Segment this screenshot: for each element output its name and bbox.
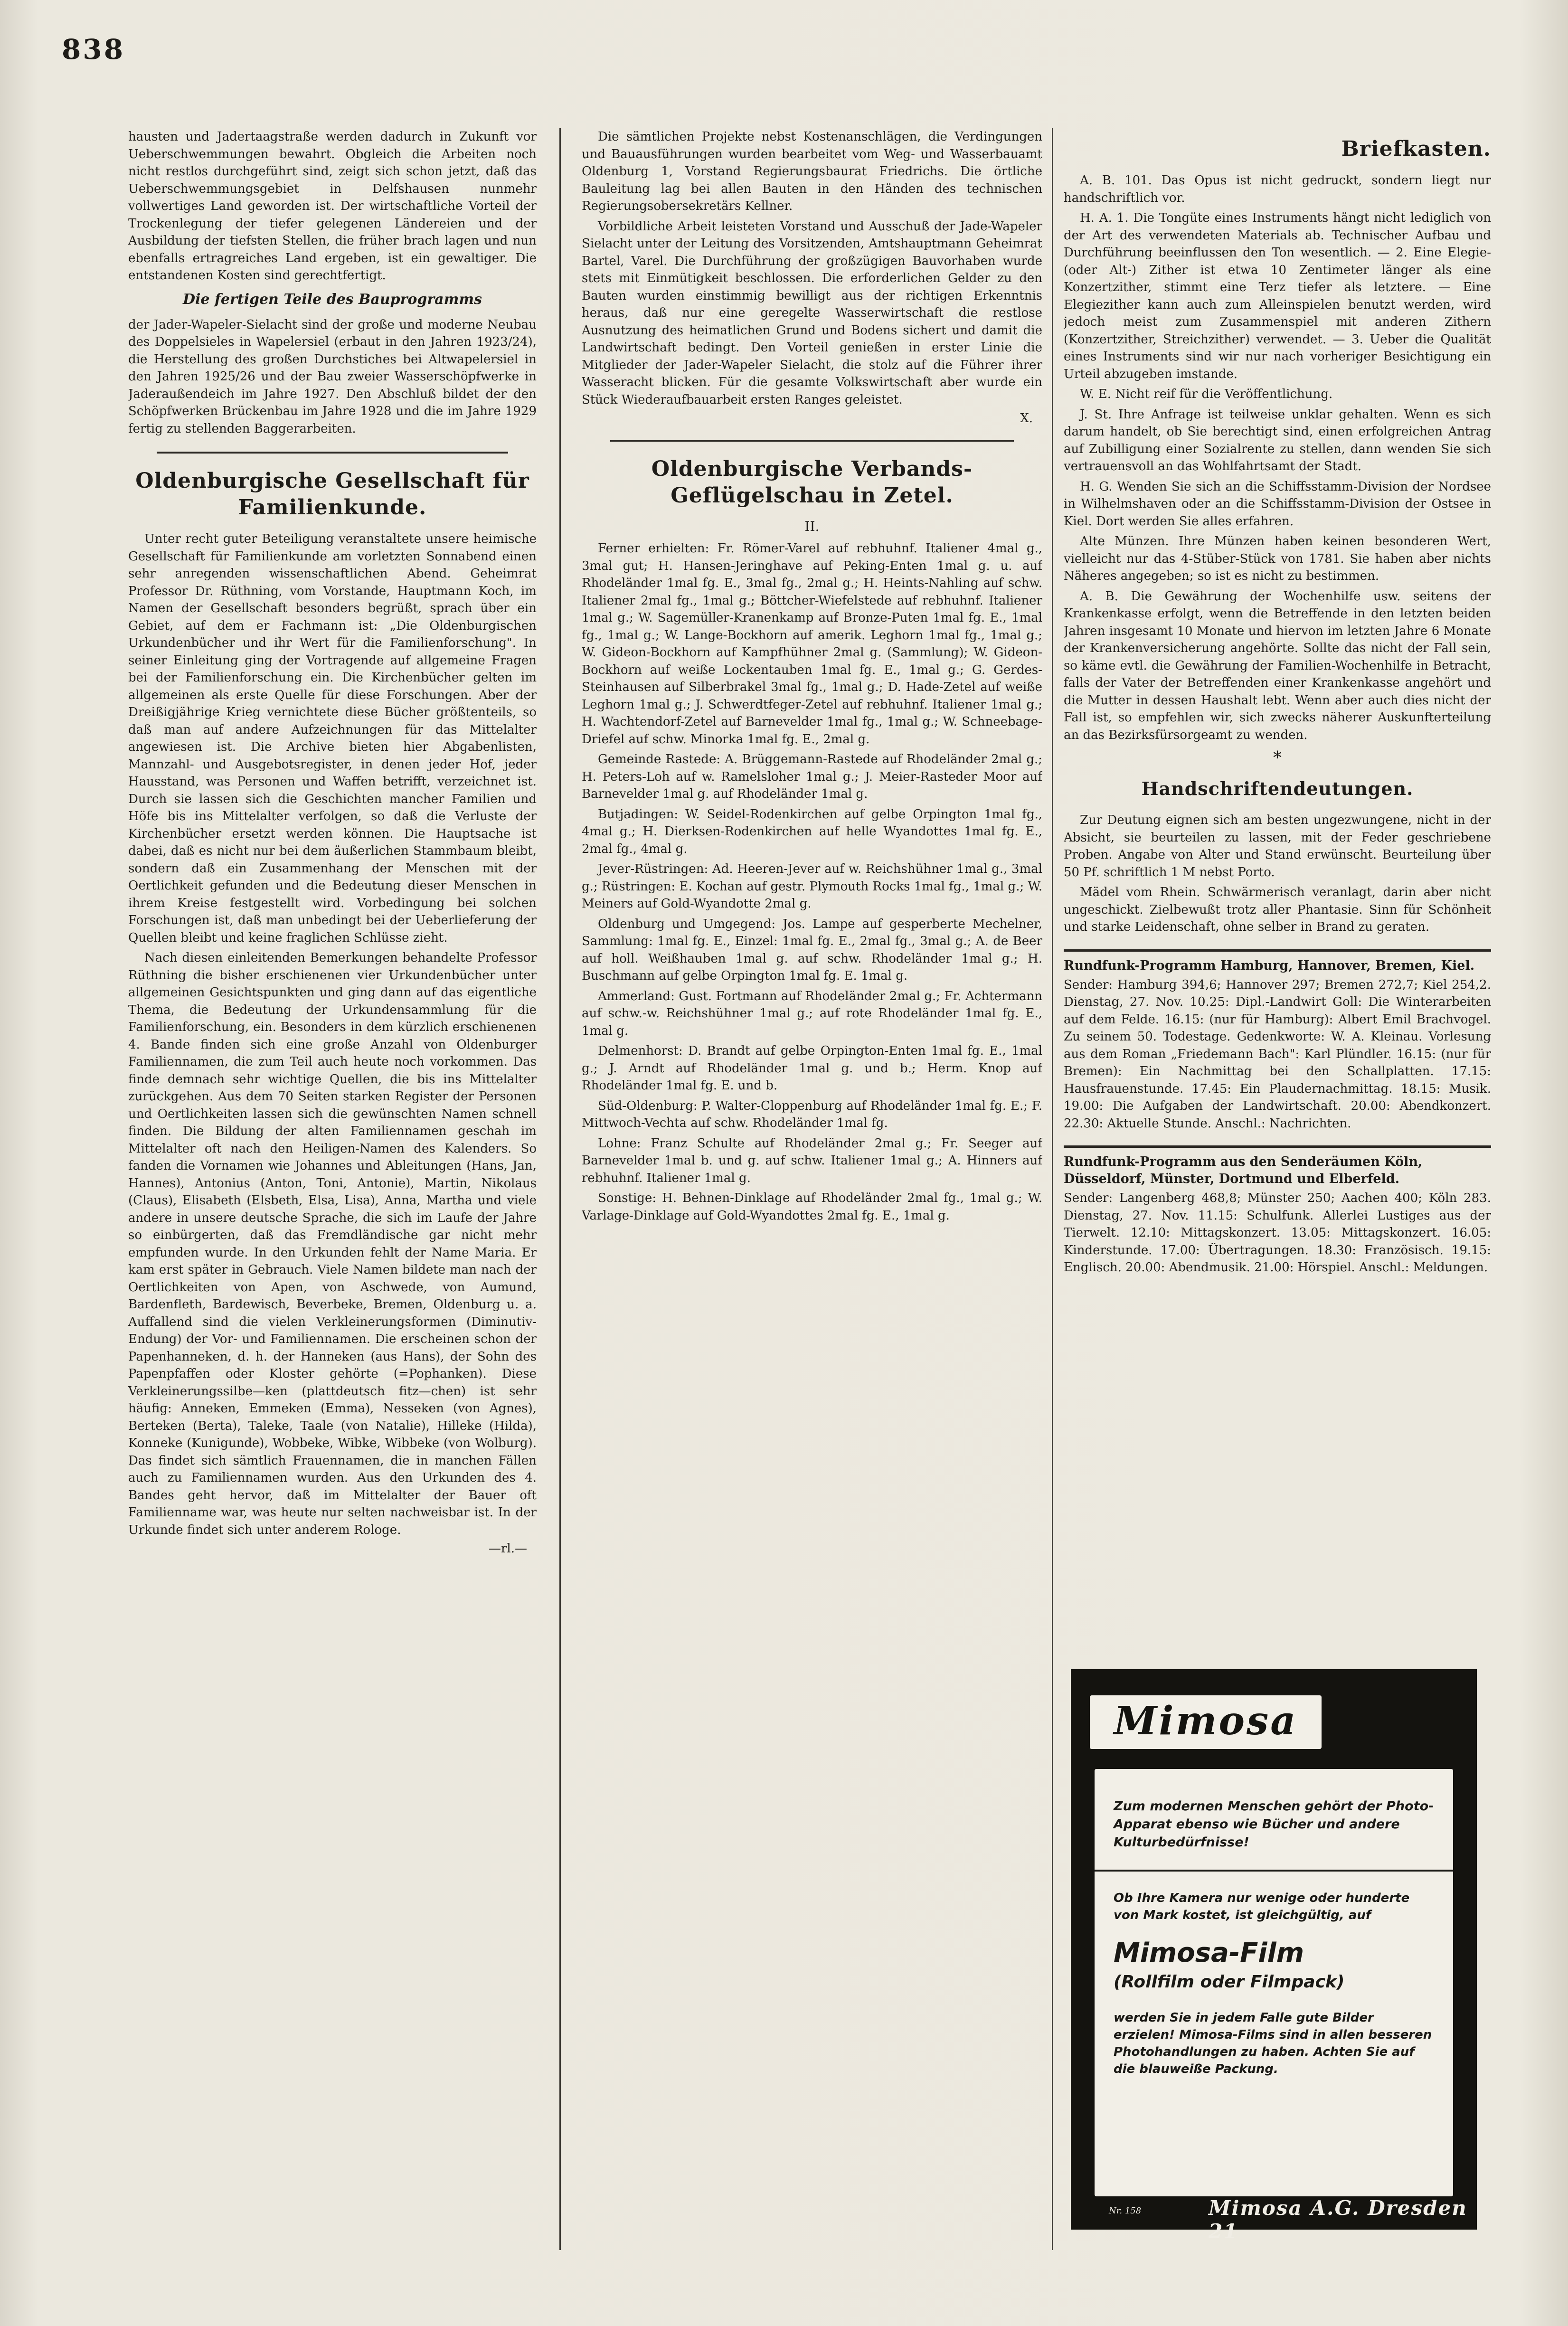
letter-reply: H. A. 1. Die Tongüte eines Instruments hängt nicht lediglich von der Art des verwendeten Materials ab. Technischer Aufbau und Durchführung beeinflussen den Ton wesentlich. — 2. Eine Elegie- (oder Alt-) Zither ist etwa 10 Zentimeter länger als eine Konzertzither, stimmt eine Terz tiefer als letztere. — Eine Elegiezither kann auch zum Alleinspielen benutzt werden, wird jedoch meist zum Zusammenspiel mit anderen Zithern (Konzertzither, Streichzither) verwendet. — 3. Ueber die Qualität eines Instruments sind wir nur nach vorheriger Besichtigung ein Urteil abzugeben imstande. [1064,211,1491,381]
part-number: II. [804,519,820,534]
results-paragraph: Süd-Oldenburg: P. Walter-Cloppenburg auf Rhodeländer 1mal fg. E.; F. Mittwoch-Vechta auf schw. Rhodeländer 1mal fg. [582,1098,1042,1130]
results-paragraph: Ferner erhielten: Fr. Römer-Varel auf rebhuhnf. Italiener 4mal g., 3mal gut; H. Hansen-Jeringhave auf Peking-Enten 1mal g. u. auf Rhodeländer 1mal fg. E., 3mal fg., 2mal g.; H. Heints-Nahling auf schw. Italiener 2mal fg., 1mal g.; Böttcher-Wiefelstede auf rebhuhnf. Italiener 1mal g.; W. Sagemüller-Kranenkamp auf Bronze-Puten 1mal fg. E., 1mal fg., 1mal g.; W. Lange-Bockhorn auf amerik. Leghorn 1mal fg., 1mal g.; W. Gideon-Bockhorn auf Kampfhühner 2mal g. (Sammlung); W. Gideon-Bockhorn auf weiße Lockentauben 1mal fg. E., 1mal g.; G. Gerdes-Steinhausen auf Silberbrakel 3mal fg., 1mal g.; D. Hade-Zetel auf weiße Leghorn 1mal g.; J. Schwerdtfeger-Zetel auf rebhuhnf. Italiener 1mal g.; H. Wachtendorf-Zetel auf Barnevelder 1mal fg., 1mal g.; W. Schneebage-Driefel auf schw. Minorka 1mal fg. E., 2mal g. [582,541,1042,747]
page-number: 838 [62,33,125,66]
radio-program-west [1064,1145,1491,1276]
article-paragraph: Vorbildliche Arbeit leisteten Vorstand und Ausschuß der Jade-Wapeler Sielacht unter der Leitung des Vorsitzenden, Amtshauptmann Geheimrat Bartel, Varel. Die Durchführung der großzügigen Bauvorhaben wurde stets mit Einmütigkeit beschlossen. Die erforderlichen Gelder zu den Bauten wurden einstimmig bewilligt aus der richtigen Erkenntnis heraus, daß nur eine geregelte Wasserwirtschaft die restlose Ausnutzung des heimatlichen Grund und Bodens sichert und damit die Landwirtschaft bedingt. Den Vorteil genießen in erster Linie die Mitglieder der Jader-Wapeler Sielacht, die stolz auf die Führer ihrer Wasseracht blicken. Für die gesamte Volkswirtschaft aber wurde ein Stück Wiederaufbauarbeit ersten Ranges geleistet. [582,219,1042,407]
ad-panel [1095,1769,1453,2196]
results-paragraph: Lohne: Franz Schulte auf Rhodeländer 2mal g.; Fr. Seeger auf Barnevelder 1mal b. und g. auf schw. Italiener 1mal g.; A. Hinners auf rebhuhnf. Italiener 1mal g. [582,1136,1042,1185]
article-signature: —rl.— [488,1541,527,1556]
results-paragraph: Gemeinde Rastede: A. Brüggemann-Rastede auf Rhodeländer 2mal g.; H. Peters-Loh auf w. Ramelsloher 1mal g.; J. Meier-Rasteder Moor auf Barnevelder 1mal g. auf Rhodeländer 1mal g. [582,752,1042,801]
ad-film-sub: (Rollfilm oder Filmpack) [1114,1972,1345,1992]
column-3 [1064,128,1491,1661]
headline-briefkasten: Briefkasten. [1341,137,1491,161]
mimosa-logo: Mimosa [1090,1695,1322,1749]
headline-familienkunde: Oldenburgische Gesellschaft für Familienkunde. [135,469,529,520]
results-paragraph: Jever-Rüstringen: Ad. Heeren-Jever auf w. Reichshühner 1mal g., 3mal g.; Rüstringen: E. Kochan auf gestr. Plymouth Rocks 1mal fg., 1mal g.; W. Meiners auf Gold-Wyandotte 2mal g. [582,862,1042,911]
ad-film-name: Mimosa-Film [1114,1938,1304,1968]
mimosa-advertisement [1071,1669,1477,2243]
ad-divider [1095,1870,1453,1872]
column-rule [1052,128,1053,2250]
divider [157,452,508,454]
divider [610,440,1014,442]
column-2 [582,128,1042,2250]
results-paragraph: Delmenhorst: D. Brandt auf gelbe Orpington-Enten 1mal fg. E., 1mal g.; J. Arndt auf Rhodeländer 1mal g. und b.; Herm. Knop auf Rhodeländer 1mal fg. E. und b. [582,1044,1042,1093]
bau-paragraph: der Jader-Wapeler-Sielacht sind der große und moderne Neubau des Doppelsieles in Wapelersiel (erbaut in den Jahren 1923/24), die Herstellung des großen Durchstiches bei Altwapelersiel in den Jahren 1925/26 und der Bau zweier Wasserschöpfwerke in Jaderaußendeich im Jahre 1927. Den Abschluß bildet der den Schöpfwerken Brückenbau im Jahre 1928 und die im Jahre 1929 fertig zu stellenden Baggerarbeiten. [128,317,537,436]
results-paragraph: Sonstige: H. Behnen-Dinklage auf Rhodeländer 2mal fg., 1mal g.; W. Varlage-Dinklage auf Gold-Wyandottes 2mal fg. E., 1mal g. [582,1191,1042,1223]
letter-reply: W. E. Nicht reif für die Veröffentlichung. [1080,387,1333,401]
results-paragraph: Butjadingen: W. Seidel-Rodenkirchen auf gelbe Orpington 1mal fg., 4mal g.; H. Dierksen-Rodenkirchen auf helle Wyandottes 1mal fg. E., 2mal fg., 4mal g. [582,807,1042,856]
radio-title: Rundfunk-Programm Hamburg, Hannover, Bremen, Kiel. [1064,958,1475,973]
letter-reply: A. B. 101. Das Opus ist nicht gedruckt, sondern liegt nur handschriftlich vor. [1064,173,1491,205]
ad-company: Mimosa A.G. Dresden 21 [1209,2196,1467,2243]
intro-paragraph: hausten und Jadertaagstraße werden dadurch in Zukunft vor Ueberschwemmungen bewahrt. Obgleich die Arbeiten noch nicht restlos durchgeführt sind, zeigt sich schon jetzt, daß das Ueberschwemmungsgebiet in Delfshausen nunmehr vollwertiges Land geworden ist. Der wirtschaftliche Vorteil der Trockenlegung der tiefer gelegenen Ländereien und der Ausbildung der tiefsten Stellen, die früher brach lagen und nun ebenfalls ertragreiches Land ergeben, ist ein gewaltiger. Die entstandenen Kosten sind gerechtfertigt. [128,130,537,283]
hand-intro: Zur Deutung eignen sich am besten ungezwungene, nicht in der Absicht, sie beurteilen zu lassen, mit der Feder geschriebene Proben. Angabe von Alter und Stand erwünscht. Beurteilung über 50 Pf. schriftlich 1 M nebst Porto. [1064,813,1491,879]
article-paragraph: Nach diesen einleitenden Bemerkungen behandelte Professor Rüthning die bisher erschienenen vier Urkundenbücher unter allgemeinen Gesichtspunkten und ging dann auf das eigentliche Thema, die Bedeutung der Urkundensammlung für die Familienforschung, ein. Besonders in dem kürzlich erschienenen 4. Bande finden sich eine große Anzahl von Oldenburger Familiennamen, die zum Teil auch heute noch vorkommen. Das finde demnach sehr wichtige Quellen, die bis ins Mittelalter zurückgehen. Aus dem 70 Seiten starken Register der Personen und Oertlichkeiten lassen sich die gewünschten Namen schnell finden. Die Bildung der alten Familiennamen geschah im Mittelalter oft nach den Heiligen-Namen des Kalenders. So fanden die Vornamen wie Johannes und Ableitungen (Hans, Jan, Hannes), Antonius (Anton, Toni, Antonie), Martin, Nikolaus (Claus), Elisabeth (Elsbeth, Elsa, Lisa), Anna, Martha und viele andere in unsere deutsche Sprache, die sich im Laufe der Jahre so einbürgerten, daß das Fremdländische gar nicht mehr empfunden wurde. In den Urkunden fehlt der Name Maria. Er kam erst später in Gebrauch. Viele Namen bildete man nach der Oertlichkeiten von Apen, von Aschwede, von Aumund, Bardenfleth, Bardewisch, Beverbeke, Bremen, Oldenburg u. a. Auffallend sind die vielen Verkleinerungsformen (Diminutiv-Endung) der Vor- und Familiennamen. Die erscheinen schon der Papenhanneken, d. h. der Hanneken (aus Hans), der Sohn des Papenpfaffen oder Kloster gehörte (=Pophanken). Diese Verkleinerungssilbe—ken (plattdeutsch fitz—chen) ist sehr häufig: Anneken, Emmeken (Emma), Nesseken (von Agnes), Berteken (Berta), Taleke, Taale (von Natalie), Hilleke (Hilda), Konneke (Kunigunde), Wobbeke, Wibke, Wibbeke (von Wolburg). Das findet sich sämtlich Frauennamen, die in manchen Fällen auch zu Familiennamen wurden. Aus den Urkunden des 4. Bandes geht hervor, daß im Mittelalter der Bauer oft Familienname war, was heute nur selten nachweisbar ist. In der Urkunde findet sich unter anderem Rologe. [128,951,537,1537]
letter-reply: J. St. Ihre Anfrage ist teilweise unklar gehalten. Wenn es sich darum handelt, ob Sie berechtigt sind, einen erfolgreichen Antrag auf Zubilligung einer Sozialrente zu stellen, dann wenden Sie sich vertrauensvoll an das Wohlfahrtsamt der Stadt. [1064,407,1491,473]
results-paragraph: Ammerland: Gust. Fortmann auf Rhodeländer 2mal g.; Fr. Achtermann auf schw.-w. Reichshühner 1mal g.; auf rote Rhodeländer 1mal fg. E., 1mal g. [582,989,1042,1038]
ad-text-intro: Zum modernen Menschen gehört der Photo-Apparat ebenso wie Bücher und andere Kulturbedürfnisse! [1114,1799,1434,1850]
letter-reply: Alte Münzen. Ihre Münzen haben keinen besonderen Wert, vielleicht nur das 4-Stüber-Stück von 1781. Sie haben aber nichts Näheres angegeben; so ist es nicht zu bestimmen. [1064,534,1491,583]
subhead-bauprogramm: Die fertigen Teile des Bauprogramms [183,291,482,308]
hand-reply: Mädel vom Rhein. Schwärmerisch veranlagt, darin aber nicht ungeschickt. Zielbewußt trotz aller Phantasie. Sinn für Schönheit und starke Leidenschaft, ohne selber in Brand zu geraten. [1064,885,1491,934]
column-rule [559,128,561,2250]
ad-text-camera: Ob Ihre Kamera nur wenige oder hunderte von Mark kostet, ist gleichgültig, auf [1114,1891,1410,1922]
radio-text: Sender: Langenberg 468,8; Münster 250; Aachen 400; Köln 283. Dienstag, 27. Nov. 11.15: Schulfunk. Allerlei Lustiges aus der Tierwelt. 12.10: Mittagskonzert. 13.05: Mittagskonzert. 16.05: Kinderstunde. 17.00: Übertragungen. 18.30: Französisch. 19.15: Englisch. 20.00: Abendmusik. 21.00: Hörspiel. Anschl.: Meldungen. [1064,1191,1491,1275]
headline-gefluegelschau: Oldenburgische Verbands-Geflügelschau in Zetel. [651,457,973,508]
ad-number: Nr. 158 [1109,2206,1142,2216]
radio-title: Rundfunk-Programm aus den Senderäumen Köln, Düsseldorf, Münster, Dortmund und Elberfeld. [1064,1154,1423,1186]
article-signature: X. [1020,411,1033,425]
column-1 [128,128,537,2250]
results-paragraph: Oldenburg und Umgegend: Jos. Lampe auf gesperberte Mechelner, Sammlung: 1mal fg. E., Einzel: 1mal fg. E., 2mal fg., 3mal g.; A. de Beer auf holl. Weißhauben 1mal g. auf schw. Rhodeländer 1mal g.; H. Buschmann auf gelbe Orpington 1mal fg. E. 1mal g. [582,917,1042,983]
letter-reply: H. G. Wenden Sie sich an die Schiffsstamm-Division der Nordsee in Wilhelmshaven oder an die Schiffsstamm-Division der Ostsee in Kiel. Dort werden Sie alles erfahren. [1064,479,1491,529]
radio-program-north [1064,949,1491,1133]
article-paragraph: Unter recht guter Beteiligung veranstaltete unsere heimische Gesellschaft für Familienkunde am vorletzten Sonnabend einen sehr anregenden wissenschaftlichen Abend. Geheimrat Professor Dr. Rüthning, vom Vorstande, Hauptmann Koch, im Namen der Gesellschaft besonders begrüßt, sprach über ein Gebiet, auf dem er Fachmann ist: „Die Oldenburgischen Urkundenbücher und ihr Wert für die Familienforschung". In seiner Einleitung ging der Vortragende auf allgemeine Fragen bei der Familienforschung ein. Die Kirchenbücher gelten im allgemeinen als erste Quelle für diese Forschungen. Aber der Dreißigjährige Krieg vernichtete diese Bücher größtenteils, so daß man auf andere Aufzeichnungen für das Mittelalter angewiesen ist. Die Archive bieten hier Abgabenlisten, Mannzahl- und Ausgebotsregister, in denen jeder Hof, jeder Hausstand, was Personen und Waffen betrifft, verzeichnet ist. Durch sie lassen sich die Geschichten mancher Familien und Höfe bis ins Mittelalter verfolgen, so daß die Verluste der Kirchenbücher ersetzt werden können. Die Hauptsache ist dabei, daß es nicht nur bei dem äußerlichen Stammbaum bleibt, sondern daß ein Zusammenhang der Menschen mit der Oertlichkeit gefunden und die Bedeutung dieser Menschen in ihrem Kreise festgestellt wird. Vorbedingung bei solchen Forschungen ist, daß man unbedingt bei der Ueberlieferung der Quellen bleibt und keine fraglichen Schlüsse zieht. [128,532,537,945]
section-star: * [1273,748,1282,768]
headline-handschriften: Handschriftendeutungen. [1141,778,1414,799]
article-paragraph: Die sämtlichen Projekte nebst Kostenanschlägen, die Verdingungen und Bauausführungen wurden bearbeitet vom Weg- und Wasserbauamt Oldenburg 1, Vorstand Regierungsbaurat Friedrichs. Die örtliche Bauleitung lag bei allen Bauten in den Händen des technischen Regierungsobersekretärs Kellner. [582,130,1042,213]
letter-reply: A. B. Die Gewährung der Wochenhilfe usw. seitens der Krankenkasse erfolgt, wenn die Betreffende in den letzten beiden Jahren insgesamt 10 Monate und hiervon im letzten Jahre 6 Monate der Krankenversicherung angehörte. Sollte das nicht der Fall sein, so käme evtl. die Gewährung der Familien-Wochenhilfe in Betracht, falls der Vater der Betreffenden einer Krankenkasse angehört und die Mutter in dessen Haushalt lebt. Wenn aber auch dies nicht der Fall ist, so empfehlen wir, sich zwecks näherer Auskunfterteilung an das Bezirksfürsorgeamt zu wenden. [1064,589,1491,742]
radio-text: Sender: Hamburg 394,6; Hannover 297; Bremen 272,7; Kiel 254,2. Dienstag, 27. Nov. 10.25: Dipl.-Landwirt Goll: Die Winterarbeiten auf dem Felde. 16.15: (nur für Hamburg): Albert Emil Brachvogel. Zu seinem 50. Todestage. Gedenkworte: W. A. Kleinau. Vorlesung aus dem Roman „Friedemann Bach": Karl Plündler. 16.15: (nur für Bremen): Ein Nachmittag bei den Schallplatten. 17.15: Hausfrauenstunde. 17.45: Ein Plaudernachmittag. 18.15: Musik. 19.00: Die Aufgaben der Landwirtschaft. 20.00: Abendkonzert. 22.30: Aktuelle Stunde. Anschl.: Nachrichten. [1064,977,1491,1131]
ad-text-results: werden Sie in jedem Falle gute Bilder erzielen! Mimosa-Films sind in allen besseren Photohandlungen zu haben. Achten Sie auf die blauweiße Packung. [1114,2011,1432,2076]
